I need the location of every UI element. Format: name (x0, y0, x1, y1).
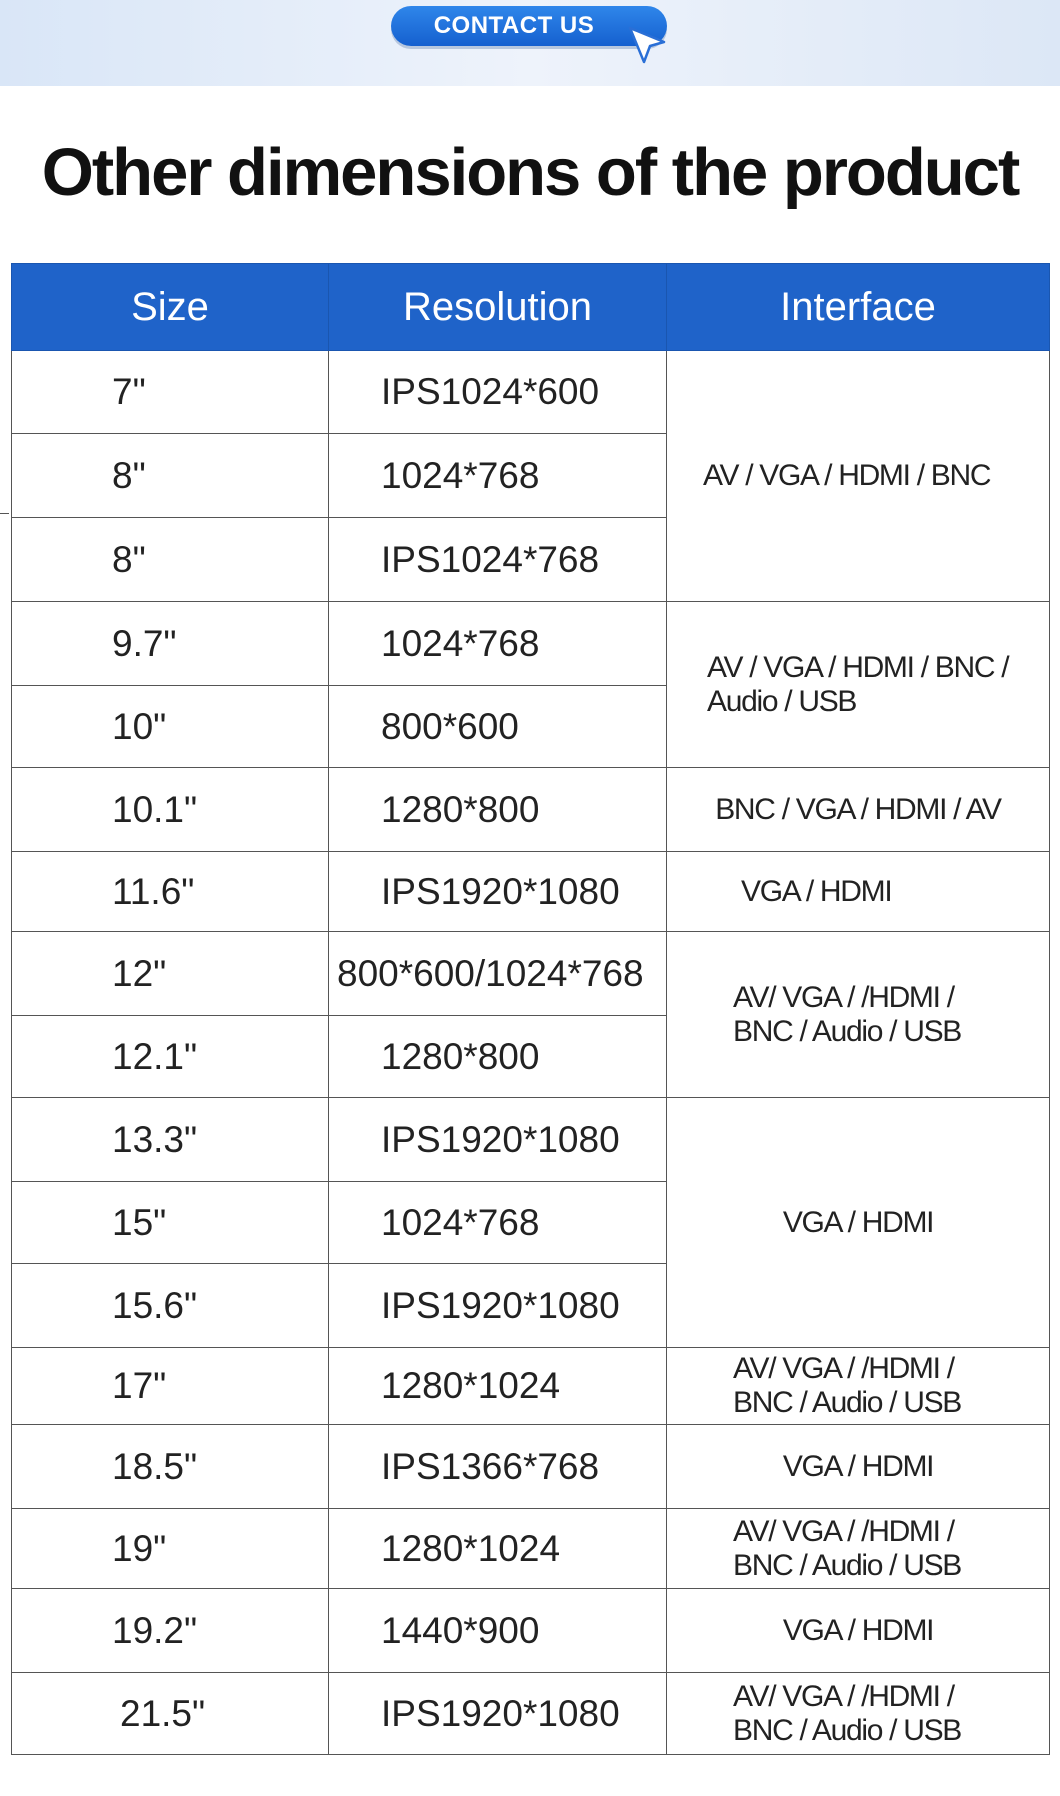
resolution-cell: IPS1920*1080 (329, 1264, 667, 1348)
table-row (12, 1589, 1050, 1673)
interface-cell (667, 1348, 1050, 1425)
header-resolution: Resolution (329, 264, 667, 351)
dimensions-table-container (11, 263, 1050, 1755)
size-cell: 11.6" (12, 852, 329, 932)
resolution-cell: 1024*768 (329, 602, 667, 686)
resolution-cell: 1440*900 (329, 1589, 667, 1673)
interface-cell (667, 351, 1050, 602)
interface-line: VGA / HDMI (782, 1449, 934, 1483)
resolution-cell: 1280*800 (329, 1016, 667, 1098)
interface-line: VGA / HDMI (782, 1205, 934, 1239)
interface-cell (667, 1673, 1050, 1755)
size-cell: 8" (12, 434, 329, 518)
table-row (12, 768, 1050, 852)
header-size: Size (12, 264, 329, 351)
interface-cell (667, 1098, 1050, 1348)
divider-mark (0, 513, 9, 514)
size-cell: 21.5" (12, 1673, 329, 1755)
table-row (12, 1509, 1050, 1589)
dimensions-table (11, 263, 1050, 1755)
table-header-row (12, 264, 1050, 351)
resolution-cell: 1280*800 (329, 768, 667, 852)
interface-line: AV/ VGA / /HDMI / (733, 1352, 954, 1385)
table-row (12, 351, 1050, 434)
resolution-cell: 1280*1024 (329, 1509, 667, 1589)
table-row (12, 1425, 1050, 1509)
interface-cell (667, 1425, 1050, 1509)
resolution-cell: 1024*768 (329, 434, 667, 518)
resolution-cell: IPS1920*1080 (329, 1673, 667, 1755)
resolution-cell: IPS1366*768 (329, 1425, 667, 1509)
interface-cell (667, 1509, 1050, 1589)
interface-line: VGA / HDMI (782, 1613, 934, 1647)
size-cell: 19.2" (12, 1589, 329, 1673)
size-cell: 18.5" (12, 1425, 329, 1509)
interface-line: AV / VGA / HDMI / BNC (703, 459, 991, 492)
interface-cell (667, 768, 1050, 852)
resolution-cell: 800*600/1024*768 (329, 932, 667, 1016)
table-row (12, 1098, 1050, 1182)
cursor-arrow-icon (628, 26, 668, 66)
interface-line: AV / VGA / HDMI / BNC / (707, 650, 1009, 684)
size-cell: 12.1" (12, 1016, 329, 1098)
table-row (12, 1673, 1050, 1755)
size-cell: 17" (12, 1348, 329, 1425)
resolution-cell: 1024*768 (329, 1182, 667, 1264)
resolution-cell: 800*600 (329, 686, 667, 768)
size-cell: 9.7" (12, 602, 329, 686)
size-cell: 8" (12, 518, 329, 602)
resolution-cell: IPS1920*1080 (329, 852, 667, 932)
page-title: Other dimensions of the product (41, 135, 1019, 210)
table-row (12, 852, 1050, 932)
size-cell: 19" (12, 1509, 329, 1589)
table-row (12, 932, 1050, 1016)
table-row (12, 602, 1050, 686)
size-cell: 10.1" (12, 768, 329, 852)
resolution-cell: 1280*1024 (329, 1348, 667, 1425)
interface-line: AV/ VGA / /HDMI / (733, 980, 954, 1014)
interface-cell (667, 932, 1050, 1098)
table-row (12, 1348, 1050, 1425)
size-cell: 12" (12, 932, 329, 1016)
contact-us-button[interactable] (391, 6, 667, 46)
resolution-cell: IPS1024*768 (329, 518, 667, 602)
resolution-cell: IPS1024*600 (329, 351, 667, 434)
interface-line: Audio / USB (707, 684, 857, 718)
interface-line: BNC / VGA / HDMI / AV (715, 792, 1001, 826)
size-cell: 7" (12, 351, 329, 434)
size-cell: 10" (12, 686, 329, 768)
interface-line: BNC / Audio / USB (733, 1548, 962, 1582)
size-cell: 13.3" (12, 1098, 329, 1182)
interface-line: BNC / Audio / USB (733, 1014, 962, 1048)
interface-cell (667, 852, 1050, 932)
header-interface: Interface (667, 264, 1050, 351)
size-cell: 15.6" (12, 1264, 329, 1348)
interface-line: VGA / HDMI (741, 874, 892, 908)
interface-cell (667, 602, 1050, 768)
interface-line: BNC / Audio / USB (733, 1713, 962, 1747)
interface-line: AV/ VGA / /HDMI / (733, 1679, 954, 1713)
interface-line: AV/ VGA / /HDMI / (733, 1514, 954, 1548)
size-cell: 15" (12, 1182, 329, 1264)
contact-us-label: CONTACT US (433, 12, 595, 39)
resolution-cell: IPS1920*1080 (329, 1098, 667, 1182)
interface-cell (667, 1589, 1050, 1673)
interface-line: BNC / Audio / USB (733, 1386, 962, 1419)
